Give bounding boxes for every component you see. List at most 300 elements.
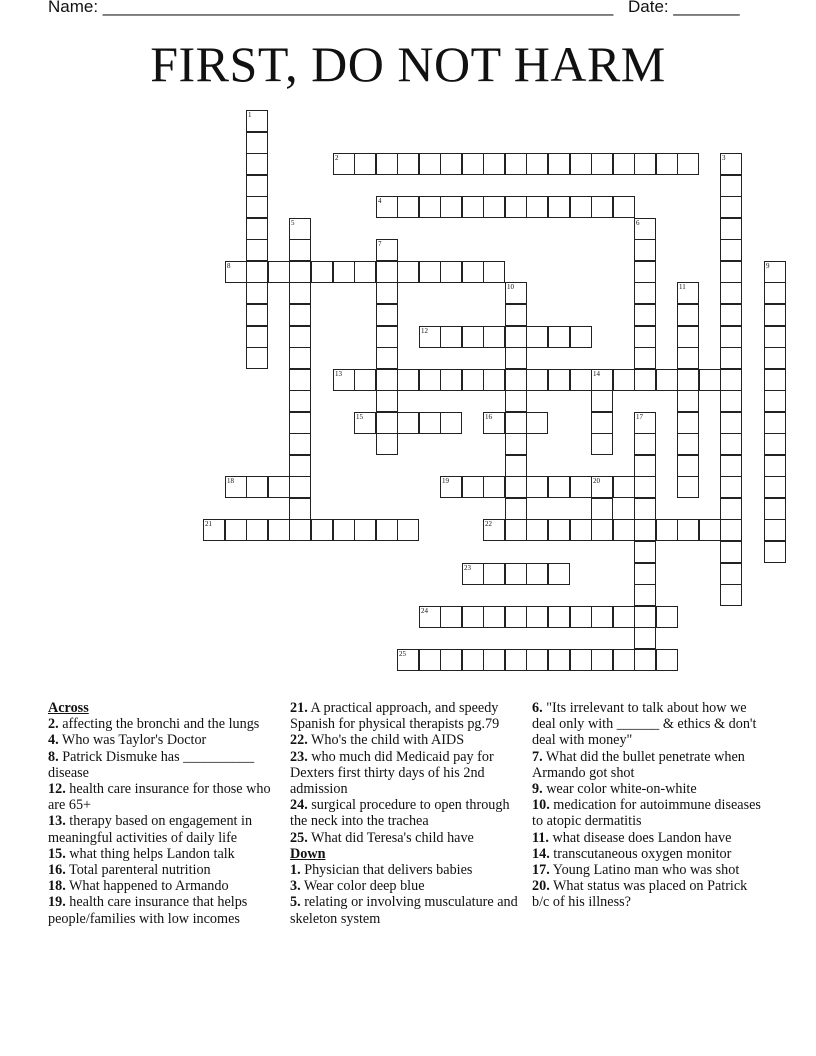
clue-item bbox=[48, 781, 280, 813]
clue-number-label: 8 bbox=[227, 262, 231, 270]
grid-cell[interactable] bbox=[397, 369, 419, 391]
clue-item bbox=[48, 862, 280, 878]
clue-text: "Its irrelevant to talk about how we deal only with ______ & ethics & don't deal with money" bbox=[532, 700, 757, 749]
grid-cell[interactable] bbox=[462, 563, 484, 585]
grid-cell[interactable] bbox=[613, 519, 635, 541]
grid-cell[interactable] bbox=[419, 649, 441, 671]
grid-cell[interactable] bbox=[246, 175, 268, 197]
grid-cell[interactable] bbox=[333, 261, 355, 283]
grid-cell[interactable] bbox=[289, 412, 311, 434]
clue-number: 20. bbox=[532, 878, 550, 895]
grid-cell[interactable] bbox=[505, 563, 527, 585]
clue-number-label: 13 bbox=[335, 370, 342, 378]
grid-cell[interactable] bbox=[289, 304, 311, 326]
grid-cell[interactable] bbox=[634, 153, 656, 175]
grid-cell[interactable] bbox=[419, 412, 441, 434]
clue-number: 18. bbox=[48, 878, 66, 895]
grid-cell[interactable] bbox=[677, 412, 699, 434]
grid-cell[interactable] bbox=[505, 606, 527, 628]
grid-cell[interactable] bbox=[483, 369, 505, 391]
clue-number-label: 5 bbox=[291, 219, 295, 227]
grid-cell[interactable] bbox=[526, 563, 548, 585]
clue-text: health care insurance for those who are 65+ bbox=[48, 781, 271, 814]
grid-cell[interactable] bbox=[764, 541, 786, 563]
grid-cell[interactable] bbox=[440, 412, 462, 434]
grid-cell[interactable] bbox=[376, 519, 398, 541]
grid-cell[interactable] bbox=[462, 476, 484, 498]
grid-cell[interactable] bbox=[634, 498, 656, 520]
clue-number: 22. bbox=[290, 732, 308, 749]
grid-cell[interactable] bbox=[764, 476, 786, 498]
grid-cell[interactable] bbox=[354, 153, 376, 175]
clue-number: 16. bbox=[48, 862, 66, 879]
grid-cell[interactable] bbox=[483, 519, 505, 541]
grid-cell[interactable] bbox=[246, 326, 268, 348]
grid-cell[interactable] bbox=[440, 326, 462, 348]
grid-cell[interactable] bbox=[548, 476, 570, 498]
grid-cell[interactable] bbox=[225, 261, 247, 283]
grid-cell[interactable] bbox=[526, 412, 548, 434]
clue-number-label: 17 bbox=[636, 413, 643, 421]
grid-cell[interactable] bbox=[677, 519, 699, 541]
grid-cell[interactable] bbox=[246, 110, 268, 132]
grid-cell[interactable] bbox=[246, 239, 268, 261]
clue-section-heading: Down bbox=[290, 845, 326, 862]
grid-cell[interactable] bbox=[720, 390, 742, 412]
clue-number-label: 1 bbox=[248, 111, 252, 119]
grid-cell[interactable] bbox=[526, 476, 548, 498]
grid-cell[interactable] bbox=[591, 412, 613, 434]
grid-cell[interactable] bbox=[333, 153, 355, 175]
clue-text: who much did Medicaid pay for Dexters first thirty days of his 2nd admission bbox=[290, 748, 494, 798]
grid-cell[interactable] bbox=[376, 433, 398, 455]
grid-cell[interactable] bbox=[483, 649, 505, 671]
clue-text: relating or involving musculature and skeleton system bbox=[290, 894, 518, 927]
grid-cell[interactable] bbox=[634, 326, 656, 348]
grid-cell[interactable] bbox=[289, 326, 311, 348]
clue-number: 17. bbox=[532, 862, 550, 879]
clue-item bbox=[290, 830, 522, 846]
grid-cell[interactable] bbox=[505, 326, 527, 348]
grid-cell[interactable] bbox=[613, 196, 635, 218]
grid-cell[interactable] bbox=[419, 606, 441, 628]
grid-cell[interactable] bbox=[720, 498, 742, 520]
grid-cell[interactable] bbox=[548, 326, 570, 348]
clue-text: therapy based on engagement in meaningful activities of daily life bbox=[48, 813, 253, 846]
grid-cell[interactable] bbox=[634, 239, 656, 261]
grid-cell[interactable] bbox=[505, 347, 527, 369]
clue-text: Physician that delivers babies bbox=[300, 862, 473, 879]
grid-cell[interactable] bbox=[289, 476, 311, 498]
grid-cell[interactable] bbox=[764, 433, 786, 455]
grid-cell[interactable] bbox=[440, 261, 462, 283]
grid-cell[interactable] bbox=[720, 412, 742, 434]
grid-cell[interactable] bbox=[764, 326, 786, 348]
grid-cell[interactable] bbox=[397, 261, 419, 283]
clue-text: medication for autoimmune diseases to atopic dermatitis bbox=[532, 797, 761, 830]
grid-cell[interactable] bbox=[613, 649, 635, 671]
grid-cell[interactable] bbox=[764, 390, 786, 412]
clue-number: 25. bbox=[290, 829, 308, 846]
grid-cell[interactable] bbox=[591, 498, 613, 520]
grid-cell[interactable] bbox=[483, 563, 505, 585]
grid-cell[interactable] bbox=[720, 261, 742, 283]
grid-cell[interactable] bbox=[289, 455, 311, 477]
grid-cell[interactable] bbox=[634, 282, 656, 304]
clue-number: 6. bbox=[532, 700, 543, 716]
grid-cell[interactable] bbox=[440, 649, 462, 671]
grid-cell[interactable] bbox=[246, 304, 268, 326]
grid-cell[interactable] bbox=[333, 519, 355, 541]
grid-cell[interactable] bbox=[656, 369, 678, 391]
grid-cell[interactable] bbox=[720, 369, 742, 391]
grid-cell[interactable] bbox=[483, 326, 505, 348]
grid-cell[interactable] bbox=[354, 369, 376, 391]
clue-number-label: 18 bbox=[227, 477, 234, 485]
grid-cell[interactable] bbox=[526, 649, 548, 671]
clue-number-label: 16 bbox=[485, 413, 492, 421]
clue-item bbox=[532, 700, 764, 749]
clue-column-1 bbox=[48, 700, 280, 927]
grid-cell[interactable] bbox=[526, 153, 548, 175]
clue-text: Young Latino man who was shot bbox=[549, 862, 740, 879]
grid-cell[interactable] bbox=[462, 261, 484, 283]
grid-cell[interactable] bbox=[634, 218, 656, 240]
name-field-label: Name: ______________________________________________________ bbox=[48, 0, 614, 16]
grid-cell[interactable] bbox=[570, 369, 592, 391]
clue-text: What did Teresa's child have bbox=[307, 829, 474, 846]
grid-cell[interactable] bbox=[548, 369, 570, 391]
grid-cell[interactable] bbox=[591, 476, 613, 498]
clue-number: 3. bbox=[290, 878, 301, 895]
grid-cell[interactable] bbox=[591, 153, 613, 175]
grid-cell[interactable] bbox=[462, 196, 484, 218]
grid-cell[interactable] bbox=[376, 390, 398, 412]
grid-cell[interactable] bbox=[440, 606, 462, 628]
grid-cell[interactable] bbox=[720, 519, 742, 541]
grid-cell[interactable] bbox=[354, 412, 376, 434]
clue-item bbox=[290, 862, 522, 878]
grid-cell[interactable] bbox=[268, 476, 290, 498]
grid-cell[interactable] bbox=[376, 261, 398, 283]
grid-cell[interactable] bbox=[591, 196, 613, 218]
grid-cell[interactable] bbox=[570, 476, 592, 498]
grid-cell[interactable] bbox=[354, 261, 376, 283]
grid-cell[interactable] bbox=[677, 153, 699, 175]
grid-cell[interactable] bbox=[570, 519, 592, 541]
grid-cell[interactable] bbox=[634, 519, 656, 541]
grid-cell[interactable] bbox=[203, 519, 225, 541]
grid-cell[interactable] bbox=[720, 196, 742, 218]
grid-cell[interactable] bbox=[677, 390, 699, 412]
grid-cell[interactable] bbox=[225, 519, 247, 541]
clue-text: transcutaneous oxygen monitor bbox=[549, 845, 732, 862]
grid-cell[interactable] bbox=[246, 519, 268, 541]
clue-text: what disease does Landon have bbox=[548, 829, 732, 846]
grid-cell[interactable] bbox=[483, 153, 505, 175]
grid-cell[interactable] bbox=[699, 369, 721, 391]
grid-cell[interactable] bbox=[505, 455, 527, 477]
grid-cell[interactable] bbox=[591, 649, 613, 671]
clue-number: 14. bbox=[532, 845, 550, 862]
grid-cell[interactable] bbox=[656, 606, 678, 628]
clue-item bbox=[290, 878, 522, 894]
grid-cell[interactable] bbox=[526, 519, 548, 541]
grid-cell[interactable] bbox=[225, 476, 247, 498]
grid-cell[interactable] bbox=[677, 347, 699, 369]
grid-cell[interactable] bbox=[548, 606, 570, 628]
grid-cell[interactable] bbox=[699, 519, 721, 541]
grid-cell[interactable] bbox=[462, 649, 484, 671]
grid-cell[interactable] bbox=[376, 304, 398, 326]
grid-cell[interactable] bbox=[677, 326, 699, 348]
grid-cell[interactable] bbox=[634, 347, 656, 369]
clue-number-label: 19 bbox=[442, 477, 449, 485]
grid-cell[interactable] bbox=[720, 175, 742, 197]
grid-cell[interactable] bbox=[505, 649, 527, 671]
grid-cell[interactable] bbox=[376, 282, 398, 304]
grid-cell[interactable] bbox=[289, 433, 311, 455]
grid-cell[interactable] bbox=[634, 369, 656, 391]
grid-cell[interactable] bbox=[462, 326, 484, 348]
grid-cell[interactable] bbox=[720, 455, 742, 477]
grid-cell[interactable] bbox=[505, 304, 527, 326]
clue-item bbox=[532, 749, 764, 781]
grid-cell[interactable] bbox=[246, 218, 268, 240]
grid-cell[interactable] bbox=[591, 519, 613, 541]
grid-cell[interactable] bbox=[591, 369, 613, 391]
grid-cell[interactable] bbox=[526, 196, 548, 218]
grid-cell[interactable] bbox=[764, 498, 786, 520]
grid-cell[interactable] bbox=[289, 369, 311, 391]
grid-cell[interactable] bbox=[419, 261, 441, 283]
clue-item bbox=[532, 862, 764, 878]
clue-item bbox=[48, 894, 280, 926]
clue-number: 10. bbox=[532, 797, 550, 814]
grid-cell[interactable] bbox=[440, 476, 462, 498]
grid-cell[interactable] bbox=[246, 282, 268, 304]
clue-text: Wear color deep blue bbox=[300, 878, 425, 895]
grid-cell[interactable] bbox=[289, 390, 311, 412]
grid-cell[interactable] bbox=[677, 282, 699, 304]
grid-cell[interactable] bbox=[764, 347, 786, 369]
grid-cell[interactable] bbox=[289, 519, 311, 541]
grid-cell[interactable] bbox=[720, 304, 742, 326]
grid-cell[interactable] bbox=[656, 153, 678, 175]
grid-cell[interactable] bbox=[634, 304, 656, 326]
grid-cell[interactable] bbox=[376, 347, 398, 369]
grid-cell[interactable] bbox=[289, 218, 311, 240]
grid-cell[interactable] bbox=[483, 196, 505, 218]
clue-number: 15. bbox=[48, 845, 66, 862]
grid-cell[interactable] bbox=[548, 649, 570, 671]
grid-cell[interactable] bbox=[505, 369, 527, 391]
grid-cell[interactable] bbox=[570, 153, 592, 175]
grid-cell[interactable] bbox=[483, 412, 505, 434]
clue-column-2 bbox=[290, 700, 522, 927]
grid-cell[interactable] bbox=[483, 261, 505, 283]
grid-cell[interactable] bbox=[634, 455, 656, 477]
grid-cell[interactable] bbox=[526, 606, 548, 628]
grid-cell[interactable] bbox=[720, 218, 742, 240]
grid-cell[interactable] bbox=[397, 412, 419, 434]
clue-number-label: 11 bbox=[679, 283, 686, 291]
grid-cell[interactable] bbox=[376, 326, 398, 348]
grid-cell[interactable] bbox=[613, 153, 635, 175]
clue-text: What did the bullet penetrate when Armando got shot bbox=[532, 748, 745, 781]
clue-item bbox=[48, 813, 280, 845]
grid-cell[interactable] bbox=[634, 433, 656, 455]
grid-cell[interactable] bbox=[634, 541, 656, 563]
grid-cell[interactable] bbox=[505, 153, 527, 175]
grid-cell[interactable] bbox=[289, 347, 311, 369]
grid-cell[interactable] bbox=[376, 239, 398, 261]
grid-cell[interactable] bbox=[289, 261, 311, 283]
clue-text: surgical procedure to open through the neck into the trachea bbox=[290, 797, 510, 830]
grid-cell[interactable] bbox=[677, 304, 699, 326]
grid-cell[interactable] bbox=[526, 369, 548, 391]
grid-cell[interactable] bbox=[634, 584, 656, 606]
grid-cell[interactable] bbox=[764, 304, 786, 326]
clue-text: What happened to Armando bbox=[65, 878, 229, 895]
grid-cell[interactable] bbox=[246, 261, 268, 283]
grid-cell[interactable] bbox=[634, 261, 656, 283]
grid-cell[interactable] bbox=[764, 519, 786, 541]
grid-cell[interactable] bbox=[397, 649, 419, 671]
grid-cell[interactable] bbox=[720, 433, 742, 455]
grid-cell[interactable] bbox=[591, 606, 613, 628]
clue-number: 4. bbox=[48, 732, 59, 749]
grid-cell[interactable] bbox=[720, 153, 742, 175]
grid-cell[interactable] bbox=[354, 519, 376, 541]
grid-cell[interactable] bbox=[720, 282, 742, 304]
grid-cell[interactable] bbox=[720, 239, 742, 261]
grid-cell[interactable] bbox=[246, 132, 268, 154]
grid-cell[interactable] bbox=[483, 606, 505, 628]
grid-cell[interactable] bbox=[462, 153, 484, 175]
grid-cell[interactable] bbox=[268, 519, 290, 541]
grid-cell[interactable] bbox=[613, 369, 635, 391]
grid-cell[interactable] bbox=[677, 455, 699, 477]
grid-cell[interactable] bbox=[613, 606, 635, 628]
grid-cell[interactable] bbox=[634, 606, 656, 628]
grid-cell[interactable] bbox=[764, 282, 786, 304]
grid-cell[interactable] bbox=[397, 153, 419, 175]
grid-cell[interactable] bbox=[505, 476, 527, 498]
grid-cell[interactable] bbox=[634, 649, 656, 671]
grid-cell[interactable] bbox=[548, 196, 570, 218]
grid-cell[interactable] bbox=[505, 412, 527, 434]
grid-cell[interactable] bbox=[246, 153, 268, 175]
grid-cell[interactable] bbox=[591, 433, 613, 455]
clue-text: Who's the child with AIDS bbox=[307, 732, 465, 749]
grid-cell[interactable] bbox=[656, 519, 678, 541]
grid-cell[interactable] bbox=[440, 369, 462, 391]
clue-text: Patrick Dismuke has __________ disease bbox=[48, 748, 255, 781]
grid-cell[interactable] bbox=[720, 476, 742, 498]
grid-cell[interactable] bbox=[548, 563, 570, 585]
grid-cell[interactable] bbox=[419, 196, 441, 218]
grid-cell[interactable] bbox=[720, 584, 742, 606]
grid-cell[interactable] bbox=[720, 347, 742, 369]
grid-cell[interactable] bbox=[311, 261, 333, 283]
clue-number: 9. bbox=[532, 781, 543, 798]
grid-cell[interactable] bbox=[246, 347, 268, 369]
grid-cell[interactable] bbox=[656, 649, 678, 671]
grid-cell[interactable] bbox=[311, 519, 333, 541]
grid-cell[interactable] bbox=[720, 541, 742, 563]
grid-cell[interactable] bbox=[634, 627, 656, 649]
clue-item bbox=[290, 749, 522, 798]
grid-cell[interactable] bbox=[289, 498, 311, 520]
grid-cell[interactable] bbox=[246, 196, 268, 218]
clue-item bbox=[532, 846, 764, 862]
grid-cell[interactable] bbox=[677, 476, 699, 498]
clue-text: What status was placed on Patrick b/c of his illness? bbox=[532, 878, 748, 911]
clue-text: what thing helps Landon talk bbox=[65, 845, 235, 862]
grid-cell[interactable] bbox=[505, 390, 527, 412]
grid-cell[interactable] bbox=[634, 412, 656, 434]
grid-cell[interactable] bbox=[764, 369, 786, 391]
grid-cell[interactable] bbox=[419, 326, 441, 348]
grid-cell[interactable] bbox=[764, 455, 786, 477]
grid-cell[interactable] bbox=[440, 153, 462, 175]
grid-cell[interactable] bbox=[397, 196, 419, 218]
grid-cell[interactable] bbox=[397, 519, 419, 541]
grid-cell[interactable] bbox=[505, 196, 527, 218]
grid-cell[interactable] bbox=[462, 606, 484, 628]
grid-cell[interactable] bbox=[570, 606, 592, 628]
grid-cell[interactable] bbox=[764, 261, 786, 283]
grid-cell[interactable] bbox=[246, 476, 268, 498]
grid-cell[interactable] bbox=[376, 369, 398, 391]
grid-cell[interactable] bbox=[720, 326, 742, 348]
grid-cell[interactable] bbox=[505, 433, 527, 455]
grid-cell[interactable] bbox=[570, 326, 592, 348]
grid-cell[interactable] bbox=[720, 563, 742, 585]
grid-cell[interactable] bbox=[505, 282, 527, 304]
grid-cell[interactable] bbox=[268, 261, 290, 283]
grid-cell[interactable] bbox=[677, 369, 699, 391]
grid-cell[interactable] bbox=[764, 412, 786, 434]
grid-cell[interactable] bbox=[462, 369, 484, 391]
grid-cell[interactable] bbox=[376, 412, 398, 434]
grid-cell[interactable] bbox=[570, 649, 592, 671]
grid-cell[interactable] bbox=[505, 498, 527, 520]
grid-cell[interactable] bbox=[376, 196, 398, 218]
grid-cell[interactable] bbox=[634, 476, 656, 498]
grid-cell[interactable] bbox=[591, 390, 613, 412]
grid-cell[interactable] bbox=[570, 196, 592, 218]
clue-item bbox=[532, 781, 764, 797]
grid-cell[interactable] bbox=[526, 326, 548, 348]
grid-cell[interactable] bbox=[419, 153, 441, 175]
grid-cell[interactable] bbox=[634, 563, 656, 585]
grid-cell[interactable] bbox=[440, 196, 462, 218]
grid-cell[interactable] bbox=[376, 153, 398, 175]
grid-cell[interactable] bbox=[289, 282, 311, 304]
grid-cell[interactable] bbox=[548, 153, 570, 175]
grid-cell[interactable] bbox=[419, 369, 441, 391]
grid-cell[interactable] bbox=[289, 239, 311, 261]
grid-cell[interactable] bbox=[483, 476, 505, 498]
grid-cell[interactable] bbox=[505, 519, 527, 541]
grid-cell[interactable] bbox=[548, 519, 570, 541]
clue-item bbox=[48, 878, 280, 894]
grid-cell[interactable] bbox=[333, 369, 355, 391]
grid-cell[interactable] bbox=[677, 433, 699, 455]
grid-cell[interactable] bbox=[613, 476, 635, 498]
